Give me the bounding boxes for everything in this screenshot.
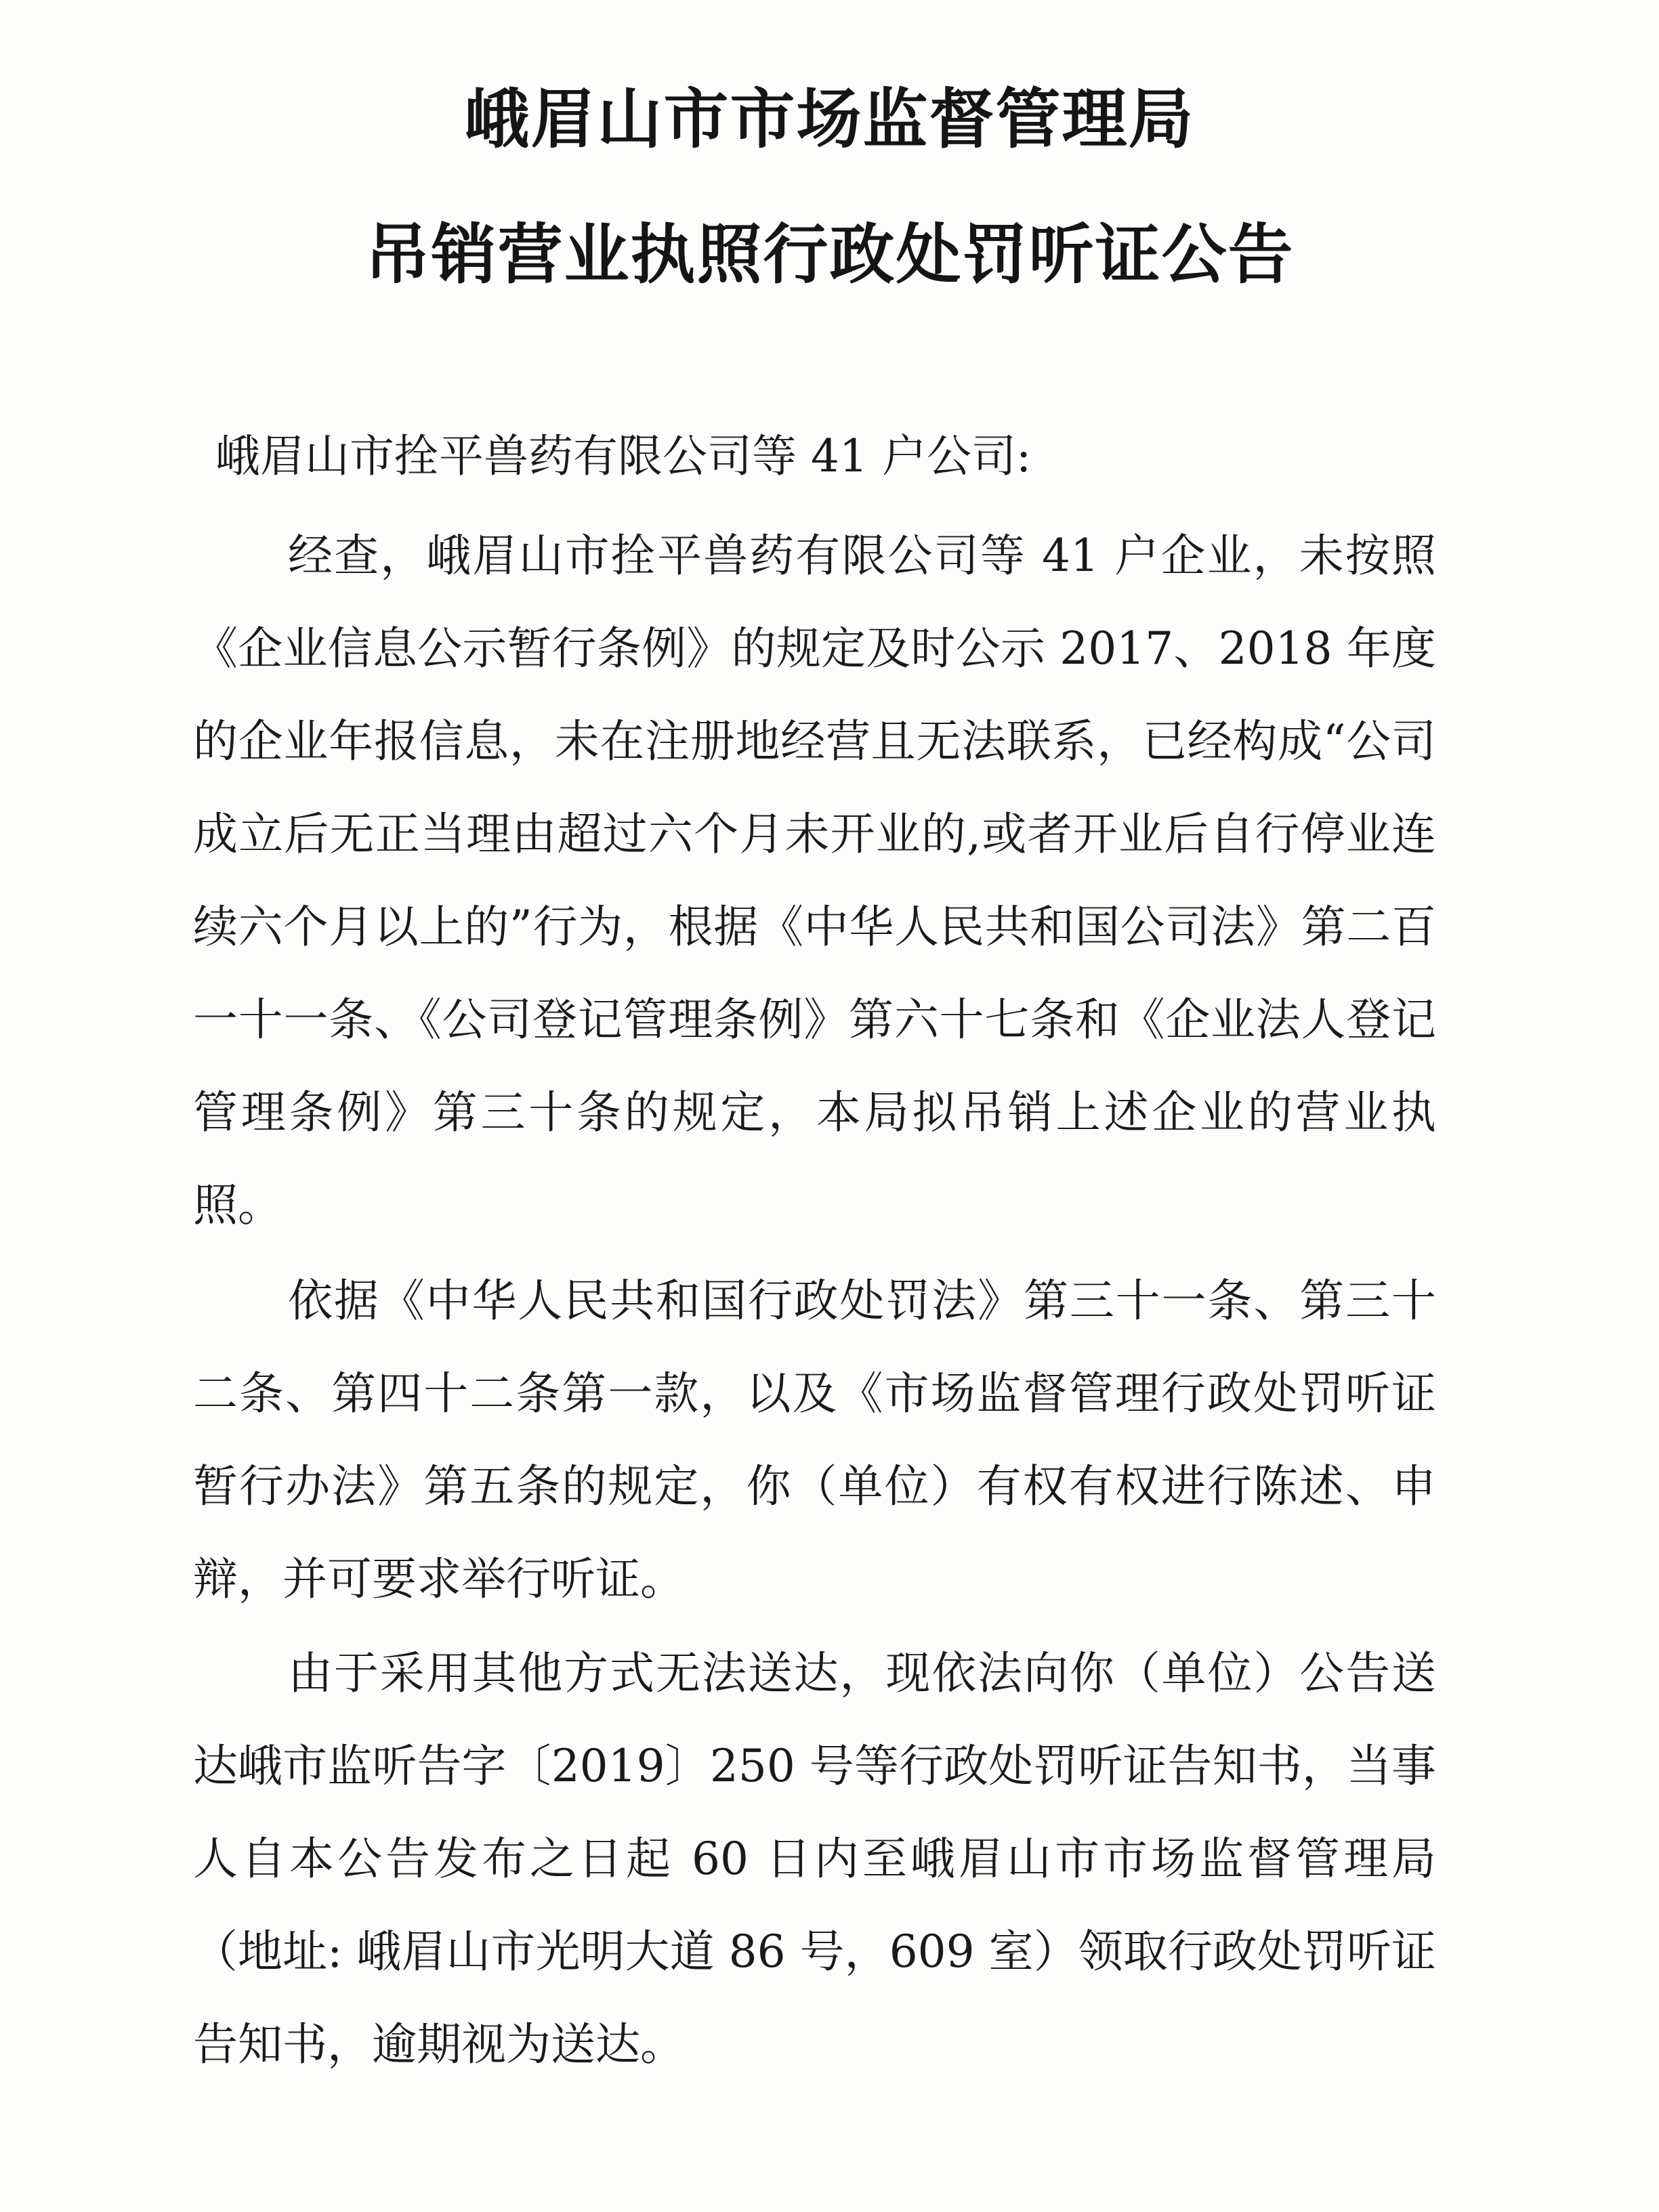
document-title-line2: 吊销营业执照行政处罚听证公告	[364, 217, 1295, 293]
paragraph-service-notice: 由于采用其他方式无法送达，现依法向你（单位）公告送达峨市监听告字〔2019〕250 号等行政处罚听证告知书，当事人自本公告发布之日起 60 日内至峨眉山市市场监督管理局（地址: 峨眉山市光明大道 86 号，609 室）领取行政处罚听证告知书，逾期视为送达。	[193, 1647, 1436, 2070]
document-title-line1: 峨眉山市市场监督管理局	[464, 81, 1195, 157]
salutation: 峨眉山市拴平兽药有限公司等 41 户公司:	[215, 430, 1032, 482]
paragraph-rights: 依据《中华人民共和国行政处罚法》第三十一条、第三十二条、第四十二条第一款，以及《市场监督管理行政处罚听证暂行办法》第五条的规定，你（单位）有权有权进行陈述、申辩，并可要求举行听证。	[193, 1275, 1436, 1605]
paragraph-findings: 经查，峨眉山市拴平兽药有限公司等 41 户企业，未按照《企业信息公示暂行条例》的规定及时公示 2017、2018 年度的企业年报信息，未在注册地经营且无法联系，已经构成“公司成立后无正当理由超过六个月未开业的,或者开业后自行停业连续六个月以上的”行为，根据《中华人民共和国公司法》第二百一十一条、《公司登记管理条例》第六十七条和《企业法人登记管理条例》第三十条的规定，本局拟吊销上述企业的营业执照。	[193, 530, 1436, 1231]
